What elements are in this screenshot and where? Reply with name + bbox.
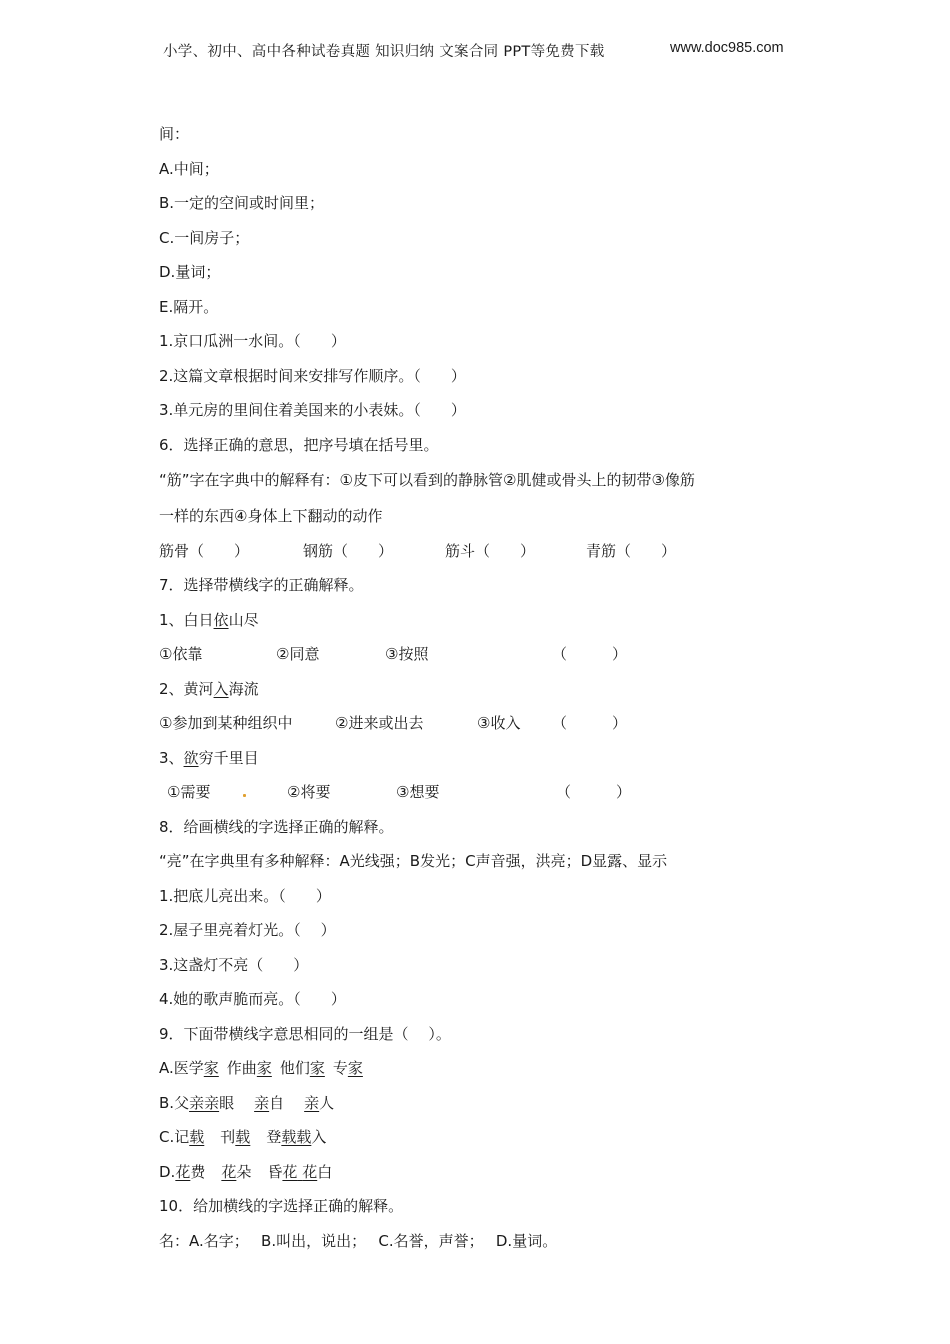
q9-a-word-1-pre: 医学 — [173, 1059, 204, 1077]
q9-a-word-4-underlined: 家 — [347, 1059, 363, 1077]
q9-b-word-3-underlined: 亲 — [304, 1094, 320, 1112]
q9-d-label: D. — [159, 1163, 176, 1181]
q7-item-2-option-2: ②进来或出去 — [335, 714, 424, 732]
q9-c-word-2-pre: 刊 — [220, 1128, 236, 1146]
q5-option-d: D.量词； — [159, 263, 221, 281]
q7-item-2-underlined: 入 — [213, 680, 229, 698]
q9-d-word-3-pre: 昏 — [267, 1163, 283, 1181]
q7-item-1-underlined: 依 — [213, 611, 229, 629]
q7-item-3-bracket: （ ） — [556, 783, 632, 801]
q7-item-1-pre: 1、白日 — [159, 611, 214, 629]
q9-d-word-2-post: 朵 — [236, 1163, 252, 1181]
q9-d-word-3-underlined-1: 花 — [282, 1163, 298, 1181]
q7-item-3-post: 穷千里目 — [198, 749, 259, 767]
q7-item-3-underlined: 欲 — [183, 749, 199, 767]
q6-title: 6．选择正确的意思，把序号填在括号里。 — [159, 436, 439, 454]
q7-item-1-options — [159, 643, 819, 665]
q5-char: 间： — [159, 125, 190, 143]
q9-d-word-1-underlined: 花 — [175, 1163, 191, 1181]
q5-sentence-1: 1.京口瓜洲一水间。（ ） — [159, 332, 346, 350]
q9-c-word-3-pre: 登 — [266, 1128, 282, 1146]
q7-item-2-pre: 2、黄河 — [159, 680, 214, 698]
q9-b-word-3-post: 人 — [319, 1094, 335, 1112]
q7-item-3 — [159, 747, 259, 769]
q5-option-b: B.一定的空间或时间里； — [159, 194, 325, 212]
q10-options: 名：A.名字； B.叫出，说出； C.名誉，声誉； D.量词。 — [159, 1232, 558, 1250]
q7-item-3-pre: 3、 — [159, 749, 184, 767]
q6-word-2: 钢筋（ ） — [303, 542, 394, 560]
q5-sentence-3: 3.单元房的里间住着美国来的小表妹。（ ） — [159, 401, 466, 419]
q9-a-word-2-underlined: 家 — [256, 1059, 272, 1077]
q9-d-word-1-post: 费 — [190, 1163, 206, 1181]
q9-b-word-1-pre: 父 — [174, 1094, 190, 1112]
q7-item-3-option-2: ②将要 — [287, 783, 331, 801]
header-url: www.doc985.com — [670, 40, 784, 56]
q7-item-1 — [159, 609, 259, 631]
q7-item-1-option-3: ③按照 — [385, 645, 429, 663]
q7-item-2-post: 海流 — [228, 680, 259, 698]
q5-option-e: E.隔开。 — [159, 298, 219, 316]
q9-c-label: C. — [159, 1128, 175, 1146]
q7-item-1-option-2: ②同意 — [276, 645, 320, 663]
stray-dot — [243, 794, 246, 797]
q6-word-1: 筋骨（ ） — [159, 542, 250, 560]
q5-sentence-2: 2.这篇文章根据时间来安排写作顺序。（ ） — [159, 367, 466, 385]
q6-word-4: 青筋（ ） — [586, 542, 677, 560]
q9-title: 9．下面带横线字意思相同的一组是（ ）。 — [159, 1025, 451, 1043]
q7-item-2-options — [159, 712, 819, 734]
q9-c-word-3-post: 入 — [311, 1128, 327, 1146]
q10-title: 10．给加横线的字选择正确的解释。 — [159, 1197, 404, 1215]
q6-desc-line2: 一样的东西④身体上下翻动的动作 — [159, 507, 383, 525]
q5-option-a: A.中间； — [159, 160, 219, 178]
q6-word-3: 筋斗（ ） — [445, 542, 536, 560]
q7-item-1-post: 山尽 — [228, 611, 259, 629]
q9-option-b — [159, 1092, 334, 1114]
q9-b-word-1-underlined: 亲亲 — [189, 1094, 220, 1112]
q9-a-label: A. — [159, 1059, 174, 1077]
q9-a-word-3-underlined: 家 — [309, 1059, 325, 1077]
q9-b-label: B. — [159, 1094, 175, 1112]
q9-c-word-1-pre: 记 — [174, 1128, 190, 1146]
q7-item-1-bracket: （ ） — [552, 645, 628, 663]
q9-a-word-2-pre: 作曲 — [226, 1059, 257, 1077]
q9-d-word-3-post: 白 — [317, 1163, 333, 1181]
q9-b-word-2-post: 自 — [269, 1094, 285, 1112]
q6-desc-line1: “筋”字在字典中的解释有：①皮下可以看到的静脉管②肌健或骨头上的韧带③像筋 — [159, 471, 695, 489]
q9-c-word-3-underlined: 载载 — [281, 1128, 312, 1146]
q9-a-word-4-pre: 专 — [332, 1059, 348, 1077]
q7-item-3-options — [159, 781, 819, 803]
q9-b-word-2-underlined: 亲 — [254, 1094, 270, 1112]
q9-b-word-1-post: 眼 — [219, 1094, 235, 1112]
q7-item-1-option-1: ①依靠 — [159, 645, 203, 663]
page-header — [0, 40, 950, 62]
q7-item-2-option-1: ①参加到某种组织中 — [159, 714, 293, 732]
q6-words — [159, 540, 819, 562]
q8-sentence-4: 4.她的歌声脆而亮。（ ） — [159, 990, 346, 1008]
q9-a-word-1-underlined: 家 — [203, 1059, 219, 1077]
q9-d-word-3-underlined-2: 花 — [302, 1163, 318, 1181]
q7-title: 7．选择带横线字的正确解释。 — [159, 576, 364, 594]
q8-sentence-1: 1.把底儿亮出来。（ ） — [159, 887, 331, 905]
q9-d-word-2-underlined: 花 — [221, 1163, 237, 1181]
q9-option-a — [159, 1057, 363, 1079]
q9-a-word-3-pre: 他们 — [279, 1059, 310, 1077]
q7-item-2 — [159, 678, 259, 700]
q9-c-word-2-underlined: 载 — [235, 1128, 251, 1146]
q8-desc: “亮”在字典里有多种解释：A光线强；B发光；C声音强，洪亮；D显露、显示 — [159, 852, 668, 870]
q8-title: 8．给画横线的字选择正确的解释。 — [159, 818, 394, 836]
q7-item-2-option-3: ③收入 — [477, 714, 521, 732]
q5-option-c: C.一间房子； — [159, 229, 250, 247]
q7-item-3-option-1: ①需要 — [167, 783, 211, 801]
q9-option-d — [159, 1161, 332, 1183]
q7-item-3-option-3: ③想要 — [396, 783, 440, 801]
q9-c-word-1-underlined: 载 — [189, 1128, 205, 1146]
q8-sentence-2: 2.屋子里亮着灯光。（ ） — [159, 921, 336, 939]
q7-item-2-bracket: （ ） — [552, 714, 628, 732]
q8-sentence-3: 3.这盏灯不亮（ ） — [159, 956, 309, 974]
q9-option-c — [159, 1126, 326, 1148]
header-ad-text: 小学、初中、高中各种试卷真题 知识归纳 文案合同 PPT等免费下载 — [163, 44, 605, 60]
